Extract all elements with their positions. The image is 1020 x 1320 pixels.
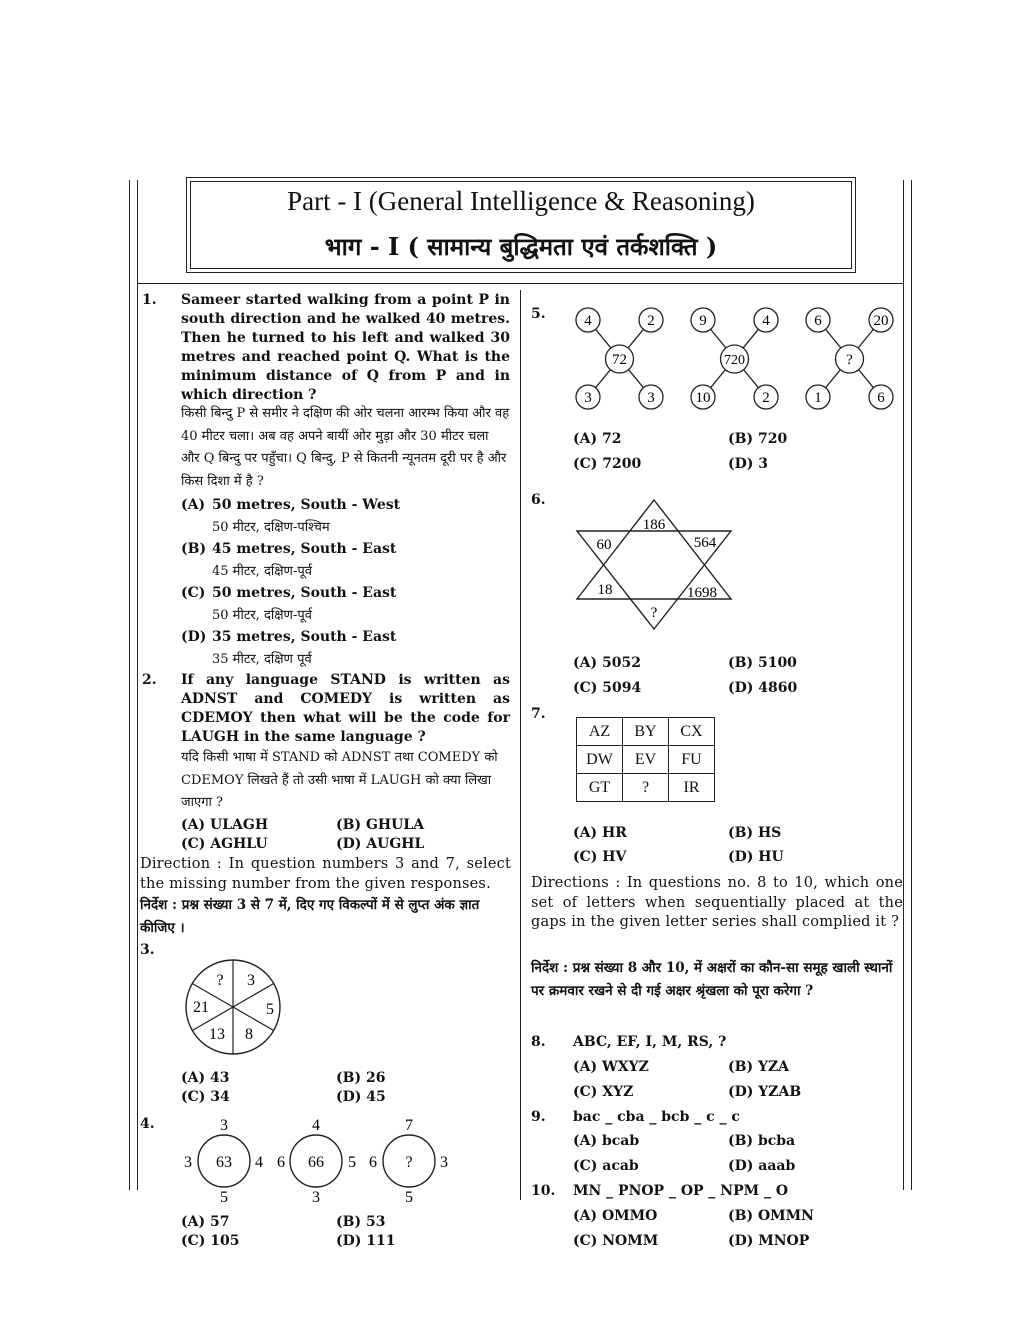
frame-left-outer [129, 180, 130, 1190]
q1-text-hindi: किसी बिन्दु P से समीर ने दक्षिण की ओर चलना आरम्भ किया और वह 40 मीटर चला। अब वह अपने बायीं ओर मुड़ा और 30 मीटर चला और Q बिन्दु पर पहुँचा। Q बिन्दु, P से कितनी न्यूनतम दूरी पर है और किस दिशा में है ? [181, 406, 510, 489]
q1-option-c-label: (C) [181, 585, 206, 601]
q4-c3-top: 7 [405, 1117, 413, 1134]
q4-c2-bottom: 3 [312, 1189, 320, 1206]
q6-star-top-left: 60 [596, 537, 612, 553]
direction-3-7-hindi: निर्देश : प्रश्न संख्या 3 से 7 में, दिए गए विकल्पों में से लुप्त अंक ज्ञात कीजिए । [140, 897, 480, 936]
q5-f1-tl: 4 [584, 313, 592, 329]
q5-f2-tl: 9 [699, 313, 707, 329]
q3-option-c: (C) 34 [181, 1089, 230, 1105]
q7-option-b: (B) HS [728, 825, 782, 841]
q3-number: 3. [140, 942, 155, 958]
q7-grid-cell: DW [577, 746, 623, 774]
q10-option-a: (A) OMMO [573, 1208, 658, 1224]
q9-option-d: (D) aaab [728, 1158, 796, 1174]
q5-f3-tl: 6 [814, 313, 822, 329]
q4-c2-left: 6 [277, 1154, 285, 1171]
section-title-box [190, 181, 852, 269]
q4-option-b: (B) 53 [336, 1214, 386, 1230]
q5-f2-br: 2 [762, 390, 770, 406]
q4-c2-center: 66 [308, 1154, 324, 1171]
q8-number: 8. [531, 1034, 546, 1050]
q7-grid-cell: ? [623, 774, 669, 802]
q4-c3-left: 6 [369, 1154, 377, 1171]
q5-f3-tr: 20 [873, 313, 889, 329]
q5-f3-br: 6 [877, 390, 885, 406]
q4-c1-right: 4 [255, 1154, 263, 1171]
q2-option-c: (C) AGHLU [181, 836, 268, 852]
q1-option-a-label: (A) [181, 497, 206, 513]
q3-wheel-figure [178, 955, 288, 1060]
q5-number: 5. [531, 306, 546, 322]
q5-figures [570, 303, 905, 418]
q7-grid-cell: EV [623, 746, 669, 774]
q6-option-a: (A) 5052 [573, 655, 641, 671]
q3-wheel-value: 8 [245, 1026, 253, 1043]
q3-wheel-value: 13 [209, 1026, 225, 1043]
q6-star-bottom-left: 18 [597, 582, 613, 598]
q7-grid-cell: CX [669, 718, 715, 746]
q2-option-d: (D) AUGHL [336, 836, 425, 852]
q5-f1-br: 3 [647, 390, 655, 406]
q7-option-a: (A) HR [573, 825, 627, 841]
q4-option-a: (A) 57 [181, 1214, 230, 1230]
section-title-hindi: भाग - I ( सामान्य बुद्धिमता एवं तर्कशक्ति ) [324, 232, 718, 261]
q3-option-d: (D) 45 [336, 1089, 386, 1105]
q8-option-c: (C) XYZ [573, 1084, 634, 1100]
q1-option-b: 45 metres, South - East [212, 541, 397, 557]
q7-option-d: (D) HU [728, 849, 784, 865]
q8-text: ABC, EF, I, M, RS, ? [573, 1034, 727, 1050]
frame-left-inner [137, 180, 138, 1190]
q6-star-top-right: 564 [693, 535, 717, 551]
direction-3-7: Direction : In question numbers 3 and 7, select the missing number from the given responses. [140, 856, 511, 892]
q9-text: bac _ cba _ bcb _ c _ c [573, 1109, 740, 1125]
q1-option-c-hindi: 50 मीटर, दक्षिण-पूर्व [212, 608, 312, 623]
q4-number: 4. [140, 1116, 155, 1132]
direction-8-10-hindi: निर्देश : प्रश्न संख्या 8 और 10, में अक्षरों का कौन-सा समूह खाली स्थानों पर क्रमवार रखने से दी गई अक्षर श्रृंखला को पूरा करेगा ? [531, 960, 893, 999]
q10-number: 10. [531, 1183, 556, 1199]
q3-wheel-value: 5 [266, 1001, 274, 1018]
q7-number: 7. [531, 706, 546, 722]
q5-f1-bl: 3 [584, 390, 592, 406]
q5-f1-tr: 2 [647, 313, 655, 329]
q4-c3-bottom: 5 [405, 1189, 413, 1206]
q7-grid-cell: FU [669, 746, 715, 774]
column-divider [520, 290, 521, 1200]
q2-number: 2. [142, 672, 157, 688]
q2-text-hindi: यदि किसी भाषा में STAND को ADNST तथा COMEDY को CDEMOY लिखते हैं तो उसी भाषा में LAUGH को क्या लिखा जाएगा ? [181, 750, 498, 810]
q4-c1-left: 3 [184, 1154, 192, 1171]
q4-c3-center: ? [405, 1154, 413, 1171]
q6-star-figure [570, 495, 740, 635]
q7-grid-cell: GT [577, 774, 623, 802]
q1-number: 1. [142, 292, 157, 308]
q6-option-b: (B) 5100 [728, 655, 797, 671]
q8-option-d: (D) YZAB [728, 1084, 802, 1100]
direction-8-10: Directions : In questions no. 8 to 10, which one set of letters when sequentially placed at the gaps in the given letter series shall complied it ? [531, 875, 903, 930]
q10-option-b: (B) OMMN [728, 1208, 814, 1224]
q1-option-d-label: (D) [181, 629, 207, 645]
q4-option-c: (C) 105 [181, 1233, 240, 1249]
q8-option-b: (B) YZA [728, 1059, 790, 1075]
frame-right-outer [911, 180, 912, 1190]
q5-option-a: (A) 72 [573, 431, 622, 447]
q1-option-d-hindi: 35 मीटर, दक्षिण पूर्व [212, 652, 312, 667]
q6-star-bottom: ? [650, 605, 658, 621]
q5-f2-bl: 10 [695, 390, 711, 406]
q8-option-a: (A) WXYZ [573, 1059, 649, 1075]
q5-f3-bl: 1 [814, 390, 822, 406]
q1-option-c: 50 metres, South - East [212, 585, 397, 601]
q1-option-b-hindi: 45 मीटर, दक्षिण-पूर्व [212, 564, 312, 579]
q5-option-d: (D) 3 [728, 456, 769, 472]
q9-option-c: (C) acab [573, 1158, 639, 1174]
q4-circles-figure [175, 1112, 460, 1212]
q6-star-top: 186 [642, 517, 666, 533]
q2-option-b: (B) GHULA [336, 817, 425, 833]
q5-f1-center: 72 [612, 352, 627, 368]
q1-option-a-hindi: 50 मीटर, दक्षिण-पश्चिम [212, 520, 330, 535]
q3-wheel-value: 21 [193, 999, 209, 1016]
q6-star-bottom-right: 1698 [687, 585, 717, 601]
q2-option-a: (A) ULAGH [181, 817, 269, 833]
q6-option-c: (C) 5094 [573, 680, 642, 696]
q5-option-c: (C) 7200 [573, 456, 642, 472]
header-bottom-rule [137, 283, 903, 284]
q1-option-b-label: (B) [181, 541, 207, 557]
q10-option-c: (C) NOMM [573, 1233, 659, 1249]
q6-option-d: (D) 4860 [728, 680, 798, 696]
q9-option-a: (A) bcab [573, 1133, 640, 1149]
q5-option-b: (B) 720 [728, 431, 788, 447]
q5-f3-center: ? [846, 352, 853, 368]
q4-c3-right: 3 [440, 1154, 448, 1171]
q4-c1-center: 63 [216, 1154, 232, 1171]
q7-option-c: (C) HV [573, 849, 627, 865]
q7-grid-cell: IR [669, 774, 715, 802]
q10-text: MN _ PNOP _ OP _ NPM _ O [573, 1183, 789, 1199]
q3-wheel-value: ? [216, 972, 224, 989]
q1-option-a: 50 metres, South - West [212, 497, 401, 513]
q2-text: If any language STAND is written as ADNST and COMEDY is written as CDEMOY then what will be the code for LAUGH in the same language ? [181, 672, 510, 745]
q10-option-d: (D) MNOP [728, 1233, 810, 1249]
q4-c2-top: 4 [312, 1117, 320, 1134]
q7-grid-cell: AZ [577, 718, 623, 746]
q7-grid-cell: BY [623, 718, 669, 746]
q3-wheel-value: 3 [247, 972, 255, 989]
q6-number: 6. [531, 492, 546, 508]
q1-option-d: 35 metres, South - East [212, 629, 397, 645]
q4-c2-right: 5 [348, 1154, 356, 1171]
q4-c1-top: 3 [220, 1117, 228, 1134]
q3-option-b: (B) 26 [336, 1070, 386, 1086]
q4-c1-bottom: 5 [220, 1189, 228, 1206]
q4-option-d: (D) 111 [336, 1233, 396, 1249]
q5-f2-tr: 4 [762, 313, 770, 329]
q5-f2-center: 720 [724, 353, 745, 368]
section-title-english: Part - I (General Intelligence & Reasoning) [287, 186, 755, 216]
q9-number: 9. [531, 1109, 546, 1125]
q3-option-a: (A) 43 [181, 1070, 230, 1086]
q1-text: Sameer started walking from a point P in south direction and he walked 40 metres. Then he turned to his left and walked 30 metres and reached point Q. What is the minimum distance of Q from P and in which direction ? [181, 292, 510, 403]
q7-letter-grid [576, 717, 715, 802]
q9-option-b: (B) bcba [728, 1133, 796, 1149]
